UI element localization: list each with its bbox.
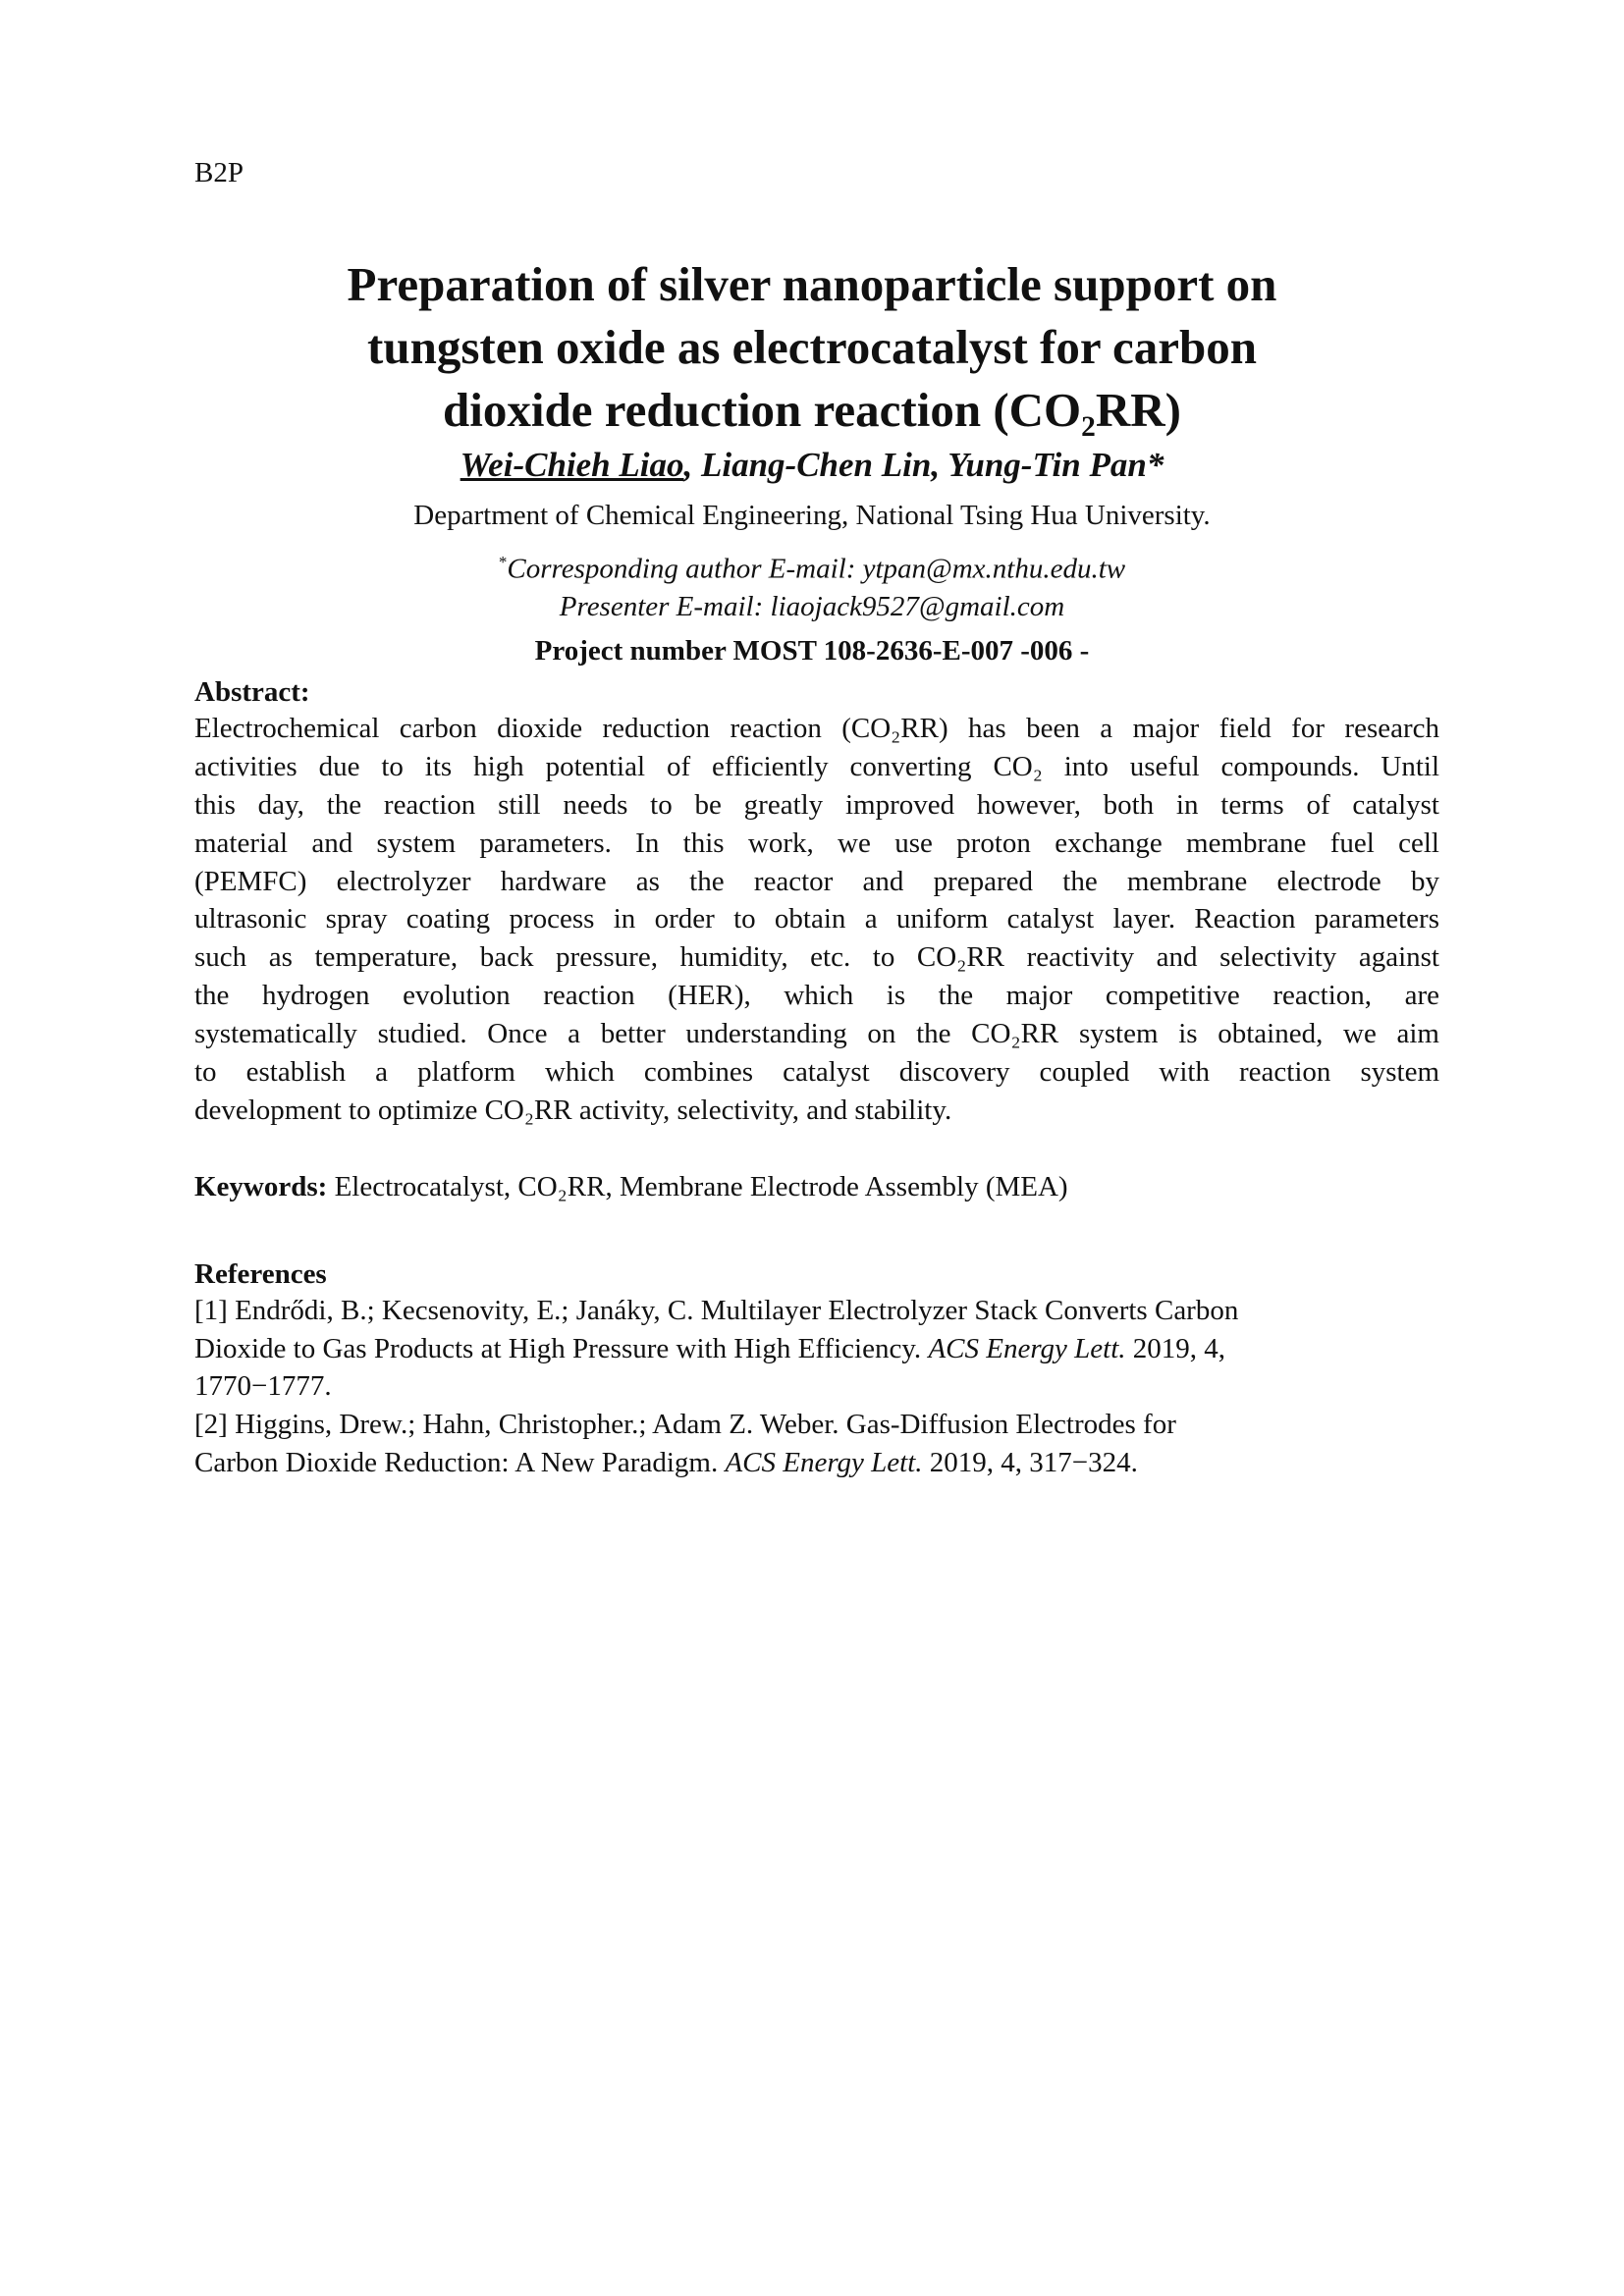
reference-1-journal: ACS Energy Lett. bbox=[928, 1332, 1126, 1364]
affiliation: Department of Chemical Engineering, National Tsing Hua University. bbox=[413, 500, 1211, 531]
title-line: dioxide reduction reaction (CO₂RR) bbox=[443, 383, 1181, 437]
reference-2-journal: ACS Energy Lett. bbox=[725, 1446, 923, 1478]
references-heading: References bbox=[194, 1258, 327, 1290]
keywords bbox=[194, 1168, 1068, 1205]
reference-1-year: 2019, 4, bbox=[1125, 1332, 1226, 1364]
presenter-email: Presenter E-mail: liaojack9527@gmail.com bbox=[559, 591, 1065, 622]
abstract-line-text: systematically studied. Once a better understanding on the CO₂RR system is obtained, we aim bbox=[194, 1018, 1439, 1050]
reference-2-year: 2019, 4, 317−324. bbox=[922, 1446, 1138, 1478]
keywords-label: Keywords: bbox=[194, 1171, 328, 1202]
abstract-line-text: ultrasonic spray coating process in order to obtain a uniform catalyst layer. Reaction parameters bbox=[194, 903, 1439, 935]
author-list bbox=[196, 444, 1428, 487]
reference-2-text: Carbon Dioxide Reduction: A New Paradigm. bbox=[194, 1446, 726, 1478]
abstract-line-text: material and system parameters. In this work, we use proton exchange membrane fuel cell bbox=[194, 827, 1439, 859]
abstract-line bbox=[194, 1015, 1439, 1053]
reference-1-line bbox=[194, 1330, 1432, 1368]
abstract-line-text: Electrochemical carbon dioxide reduction reaction (CO₂RR) has been a major field for research bbox=[194, 713, 1439, 744]
abstract-line bbox=[194, 825, 1439, 863]
abstract-line-text: to establish a platform which combines catalyst discovery coupled with reaction system bbox=[194, 1056, 1439, 1089]
reference-1-line: 1770−1777. bbox=[194, 1370, 332, 1403]
title-line: tungsten oxide as electrocatalyst for carbon bbox=[367, 320, 1257, 374]
co-authors: , Liang-Chen Lin, Yung-Tin Pan* bbox=[683, 446, 1164, 484]
paper-title bbox=[196, 253, 1428, 442]
corresponding-email: Corresponding author E-mail: ytpan@mx.nthu.edu.tw bbox=[507, 553, 1126, 585]
abstract-line bbox=[194, 748, 1439, 786]
abstract-heading: Abstract: bbox=[194, 676, 310, 708]
abstract-line-text: activities due to its high potential of efficiently converting CO₂ into useful compounds. Until bbox=[194, 750, 1439, 782]
abstract-line bbox=[194, 938, 1439, 977]
abstract-line bbox=[194, 710, 1439, 748]
references-list bbox=[194, 1292, 1432, 1482]
reference-2-line bbox=[194, 1444, 1432, 1482]
abstract-line bbox=[194, 977, 1439, 1015]
project-number: Project number MOST 108-2636-E-007 -006 - bbox=[534, 635, 1090, 667]
title-line: Preparation of silver nanoparticle support on bbox=[347, 257, 1277, 311]
corresponding-mark: * bbox=[498, 553, 508, 571]
reference-1-text: Dioxide to Gas Products at High Pressure with High Efficiency. bbox=[194, 1332, 929, 1364]
abstract-line-text: (PEMFC) electrolyzer hardware as the reactor and prepared the membrane electrode by bbox=[194, 865, 1439, 897]
reference-2-line: [2] Higgins, Drew.; Hahn, Christopher.; Adam Z. Weber. Gas-Diffusion Electrodes for bbox=[194, 1409, 1176, 1441]
abstract-line bbox=[194, 863, 1439, 901]
abstract-line bbox=[194, 1053, 1439, 1092]
abstract-line-text: development to optimize CO₂RR activity, selectivity, and stability. bbox=[194, 1094, 952, 1126]
abstract-line-text: the hydrogen evolution reaction (HER), which is the major competitive reaction, are bbox=[194, 980, 1439, 1012]
corresponding-author bbox=[196, 543, 1428, 589]
abstract-line-text: such as temperature, back pressure, humidity, etc. to CO₂RR reactivity and selectivity against bbox=[194, 941, 1439, 974]
abstract-line bbox=[194, 1092, 1439, 1130]
keywords-list: Electrocatalyst, CO₂RR, Membrane Electrode Assembly (MEA) bbox=[327, 1171, 1068, 1202]
presenter-author: Wei-Chieh Liao bbox=[460, 446, 684, 484]
reference-1-line: [1] Endrődi, B.; Kecsenovity, E.; Janáky, C. Multilayer Electrolyzer Stack Converts Carbon bbox=[194, 1295, 1239, 1326]
abstract-line-text: this day, the reaction still needs to be greatly improved however, both in terms of catalyst bbox=[194, 788, 1439, 821]
abstract-line bbox=[194, 786, 1439, 825]
abstract-line bbox=[194, 900, 1439, 938]
poster-code: B2P bbox=[194, 157, 244, 188]
abstract-body bbox=[194, 710, 1439, 1130]
